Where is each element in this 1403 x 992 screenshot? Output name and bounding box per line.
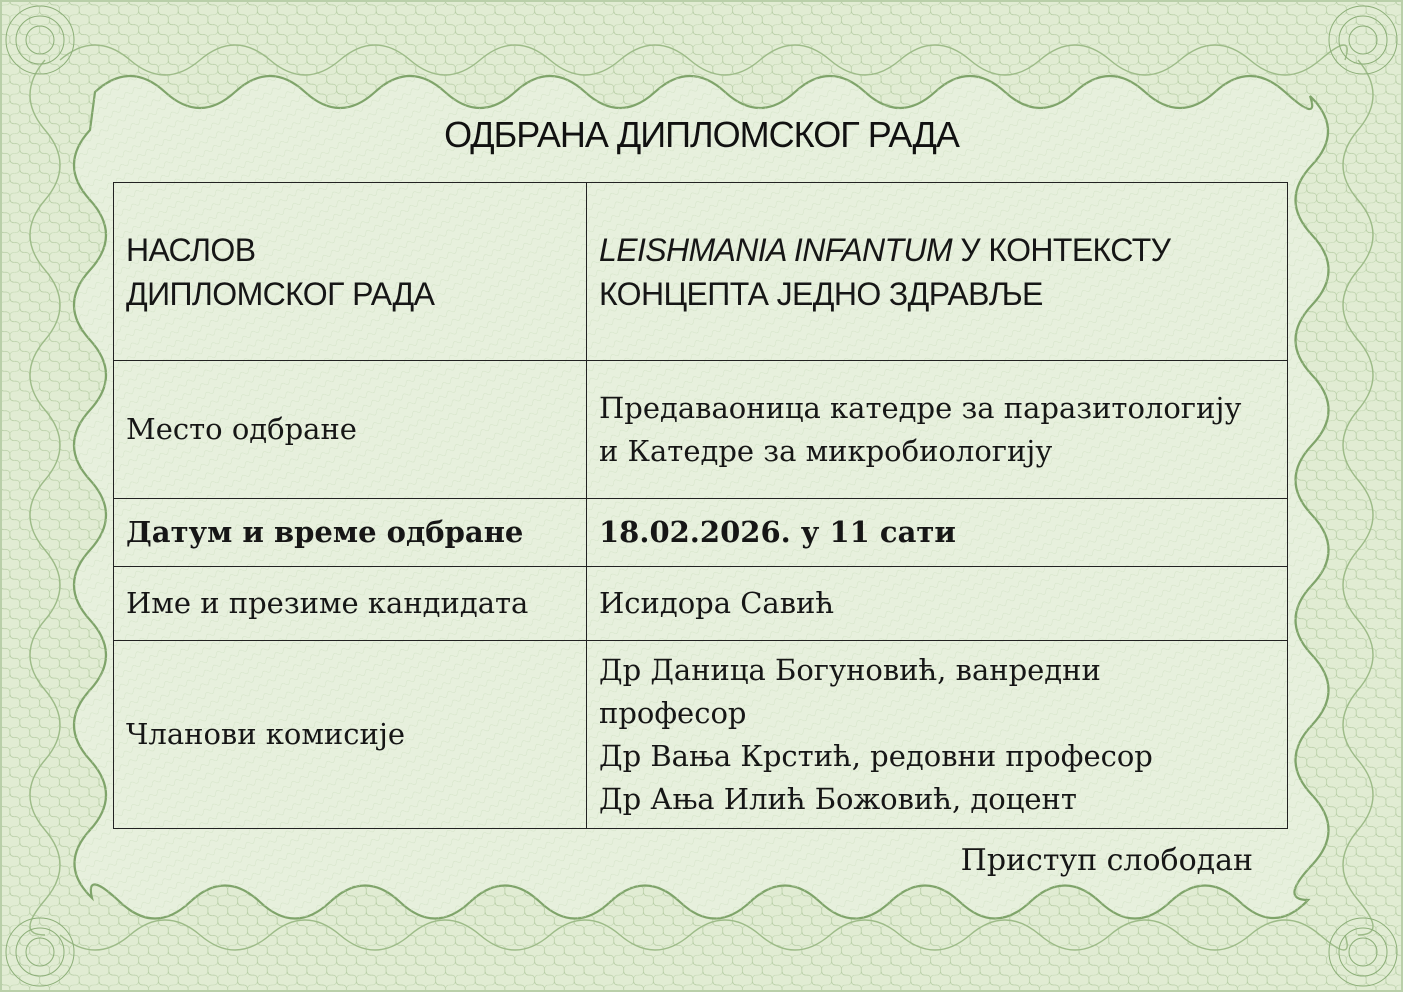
page-title: ОДБРАНА ДИПЛОМСКОГ РАДА [444,114,959,155]
committee-member: професор [599,695,747,730]
committee-label: Чланови комисије [114,641,587,829]
thesis-title-value-rest: У КОНТЕКСТУ [952,231,1171,268]
thesis-title-label-line2: ДИПЛОМСКОГ РАДА [126,275,435,312]
committee-member: Др Вања Крстић, редовни професор [599,738,1153,773]
committee-member: Др Ања Илић Божовић, доцент [599,781,1077,816]
datetime-label: Датум и време одбране [114,499,587,567]
thesis-title-species: LEISHMANIA INFANTUM [599,231,953,268]
table-row-candidate [114,567,1288,641]
place-value-line2: и Катедре за микробиологију [599,433,1053,468]
candidate-value: Исидора Савић [587,567,1288,641]
place-label: Место одбране [114,361,587,499]
thesis-title-label [114,183,587,361]
access-note: Приступ слободан [960,843,1253,878]
thesis-title-value [587,183,1288,361]
thesis-title-value-line1 [599,228,1275,272]
candidate-label: Име и презиме кандидата [114,567,587,641]
datetime-value: 18.02.2026. у 11 сати [587,499,1288,567]
table-row-committee [114,641,1288,829]
table-row-place [114,361,1288,499]
committee-value [587,641,1288,829]
table-row-thesis-title [114,183,1288,361]
committee-member: Др Даница Богуновић, ванредни [599,652,1101,687]
thesis-title-value-line2: КОНЦЕПТА ЈЕДНО ЗДРАВЉЕ [599,275,1043,312]
thesis-title-label-line1: НАСЛОВ [126,231,256,268]
place-value [587,361,1288,499]
defense-info-table [113,182,1288,829]
table-row-datetime [114,499,1288,567]
place-value-line1: Предаваоница катедре за паразитологију [599,390,1242,425]
